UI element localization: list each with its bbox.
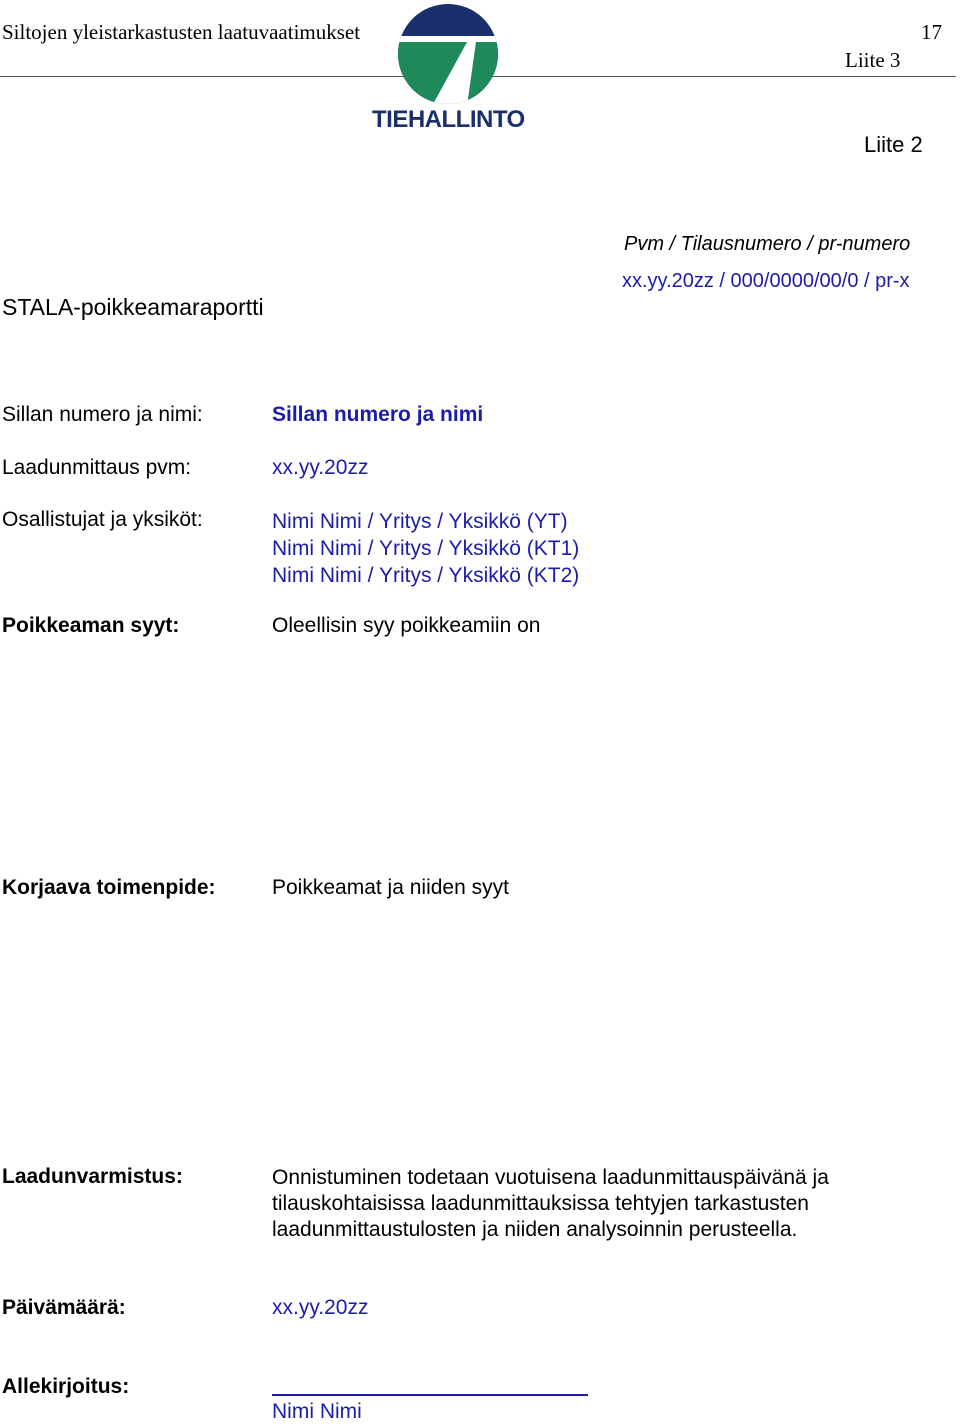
bridge-label: Sillan numero ja nimi: [2,403,203,426]
signed-date-value: xx.yy.20zz [272,1296,369,1319]
signature-line [272,1394,588,1396]
participant-item: Nimi Nimi / Yritys / Yksikkö (KT2) [272,564,580,587]
participants-label: Osallistujat ja yksiköt: [2,508,203,531]
report-title: STALA-poikkeamaraportti [2,294,264,320]
signed-date-label: Päivämäärä: [2,1296,126,1319]
participant-item: Nimi Nimi / Yritys / Yksikkö (KT1) [272,537,580,560]
participant-item: Nimi Nimi / Yritys / Yksikkö (YT) [272,510,568,533]
bridge-value: Sillan numero ja nimi [272,403,484,426]
running-title: Siltojen yleistarkastusten laatuvaatimukset [2,20,361,44]
appendix-inner-label: Liite 2 [864,132,923,157]
qa-text [272,1165,829,1243]
qa-label: Laadunvarmistus: [2,1165,183,1188]
correction-label: Korjaava toimenpide: [2,876,216,899]
appendix-outer-label: Liite 3 [845,48,901,72]
page-number: 17 [921,20,942,44]
pvm-heading: Pvm / Tilausnumero / pr-numero [624,233,911,255]
date-label: Laadunmittaus pvm: [2,456,192,479]
tiehallinto-logo [372,2,524,137]
qa-line: tilauskohtaisissa laadunmittauksissa tehtyjen tarkastusten [272,1192,809,1215]
qa-line: laadunmittaustulosten ja niiden analysoinnin perusteella. [272,1218,798,1241]
signature-label: Allekirjoitus: [2,1375,130,1398]
logo-wordmark: TIEHALLINTO [372,106,525,133]
qa-line: Onnistuminen todetaan vuotuisena laadunmittauspäivänä ja [272,1166,829,1189]
date-value: xx.yy.20zz [272,456,369,479]
causes-label: Poikkeaman syyt: [2,614,180,637]
participants-list [272,508,579,589]
causes-value: Oleellisin syy poikkeamiin on [272,614,541,637]
correction-value: Poikkeamat ja niiden syyt [272,876,509,899]
signature-name: Nimi Nimi [272,1400,362,1423]
pvm-value: xx.yy.20zz / 000/0000/00/0 / pr-x [622,270,910,292]
logo-emblem-icon [372,2,524,106]
